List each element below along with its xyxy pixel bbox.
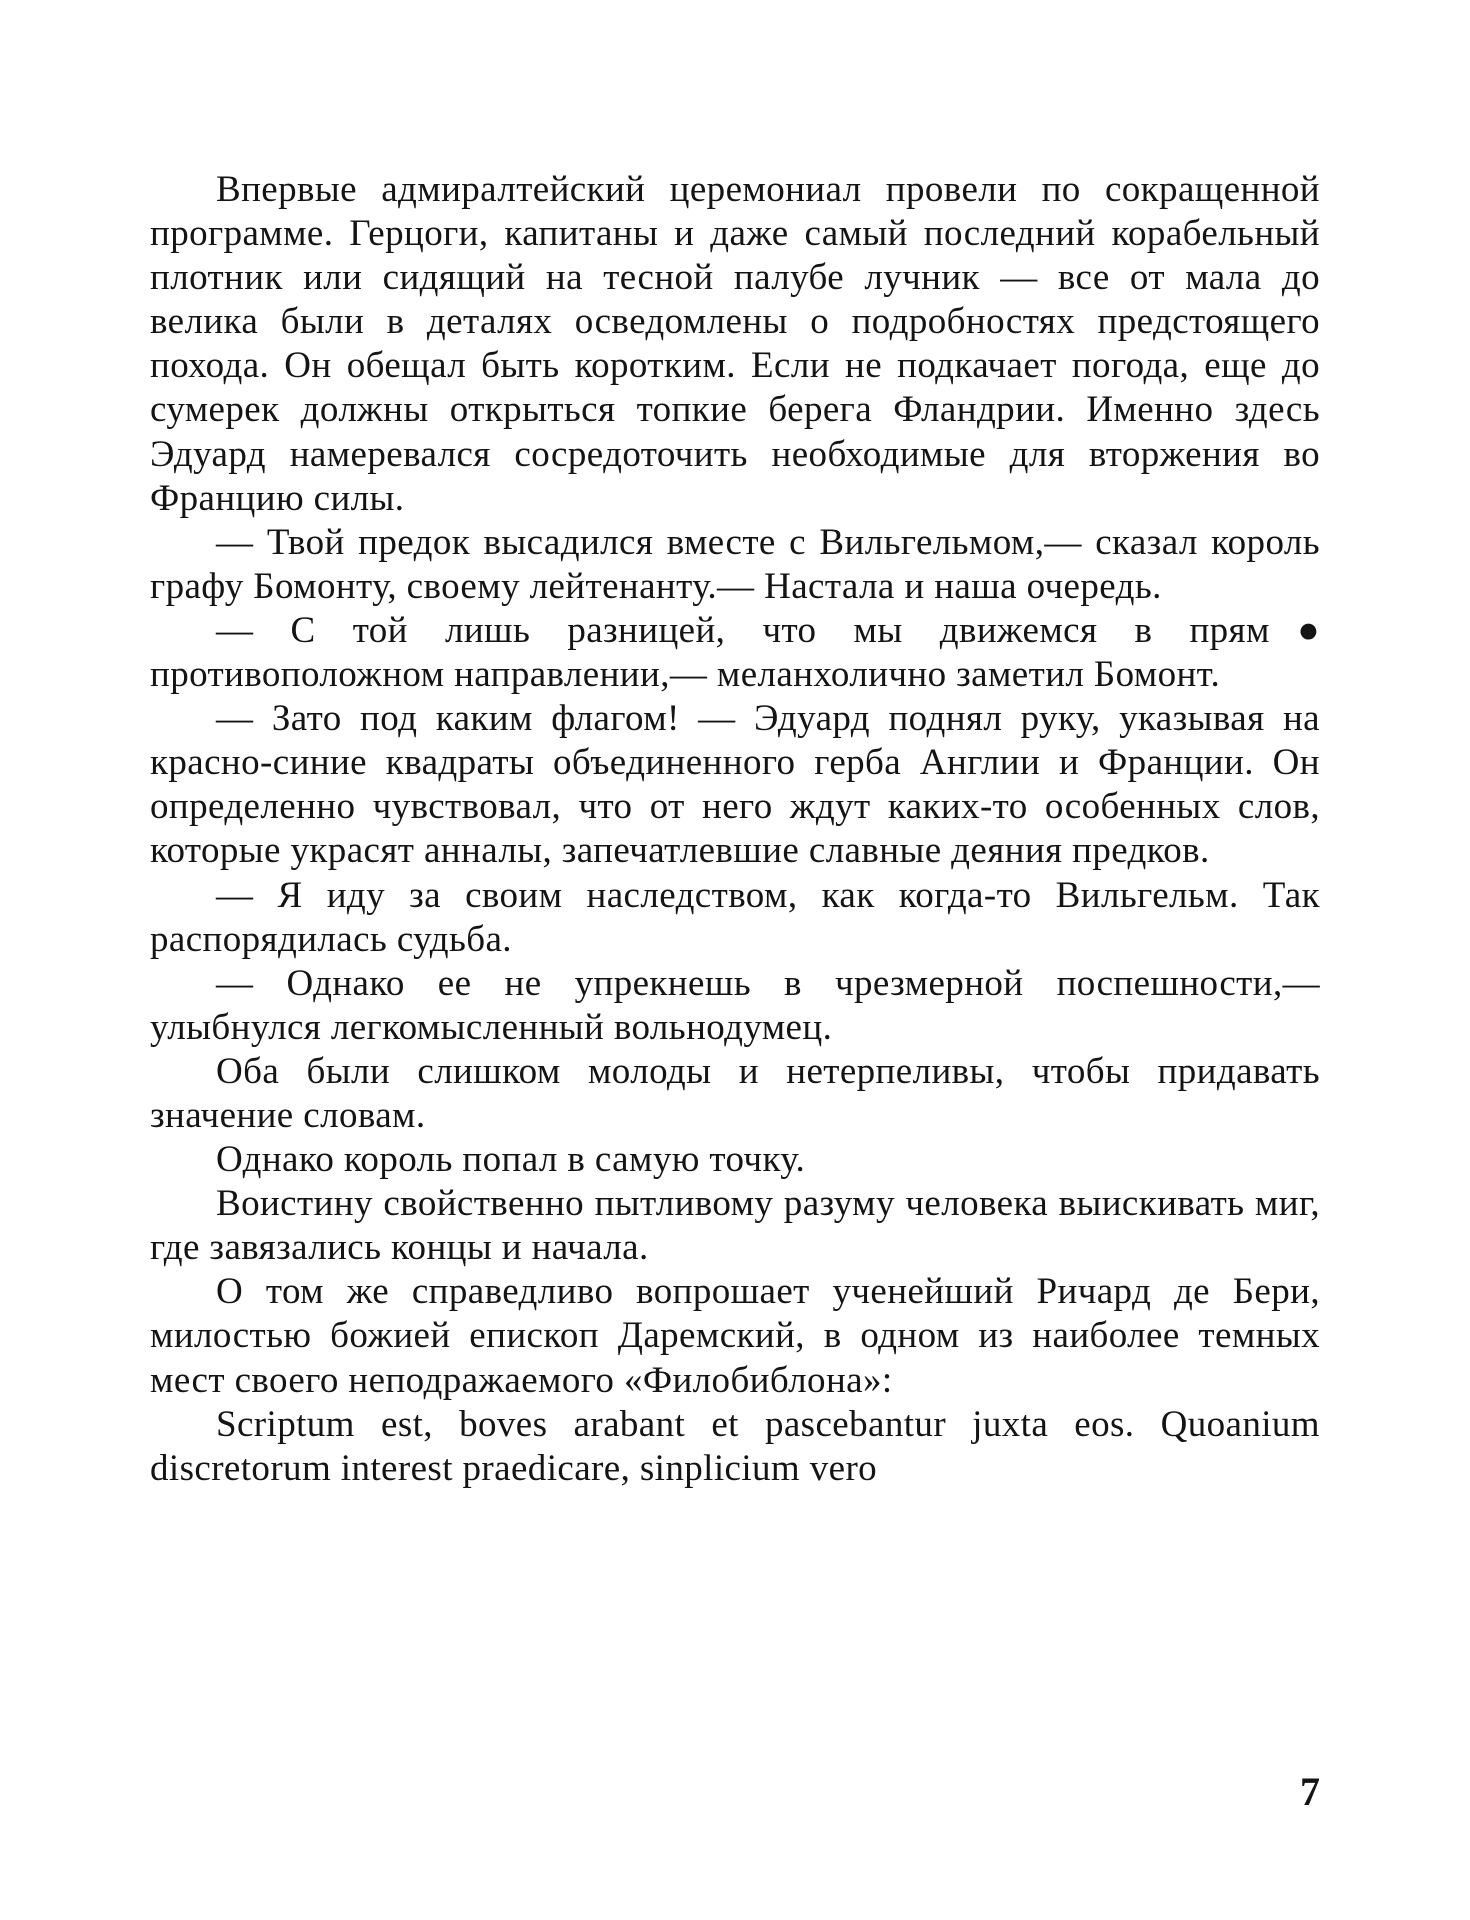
paragraph-4: — Зато под каким флагом! — Эдуард поднял руку, указывая на красно-синие квадраты объединенного герба Англии и Франции. Он определенно чувствовал, что от него ждут каких-то особенных слов, которые украсят анналы, запечатлевшие славные деяния предков. (150, 698, 1320, 872)
paragraph-3: — С той лишь разницей, что мы движемся в прям● противоположном направлении,— меланхолично заметил Бомонт. (150, 609, 1320, 696)
paragraph-6: — Однако ее не упрекнешь в чрезмерной поспешности,— улыбнулся легкомысленный вольнодумец. (150, 962, 1320, 1048)
paragraph-5: — Я иду за своим наследством, как когда-то Вильгельм. Так распорядилась судьба. (150, 874, 1320, 960)
paragraph-1: Впервые адмиралтейский церемониал провели по сокращенной программе. Герцоги, капитаны и даже самый последний корабельный плотник или сидящий на тесной палубе лучник — все от мала до велика были в деталях осведомлены о подробностях предстоящего похода. Он обещал быть коротким. Если не подкачает погода, еще до сумерек должны открыться топкие берега Фландрии. Именно здесь Эдуард намеревался сосредоточить необходимые для вторжения во Францию силы. (150, 169, 1320, 519)
paragraph-11-latin-quote: Scriptum est, boves arabant et pascebantur juxta eos. Quoanium discretorum interest praedicare, sinplicium vero (150, 1403, 1320, 1489)
page-number: 7 (1300, 1769, 1320, 1814)
paragraph-8: Однако король попал в самую точку. (216, 1139, 806, 1181)
paragraph-2: — Твой предок высадился вместе с Вильгельмом,— сказал король графу Бомонту, своему лейтенанту.— Настала и наша очередь. (150, 521, 1320, 607)
paragraph-7: Оба были слишком молоды и нетерпеливы, чтобы придавать значение словам. (150, 1050, 1320, 1136)
paragraph-9: Воистину свойственно пытливому разуму человека выискивать миг, где завязались концы и начала. (150, 1183, 1320, 1269)
body-text (150, 168, 1320, 1491)
paragraph-10: О том же справедливо вопрошает ученейший Ричард де Бери, милостью божией епископ Даремский, в одном из наиболее темных мест своего неподражаемого «Филобиблона»: (150, 1271, 1320, 1401)
